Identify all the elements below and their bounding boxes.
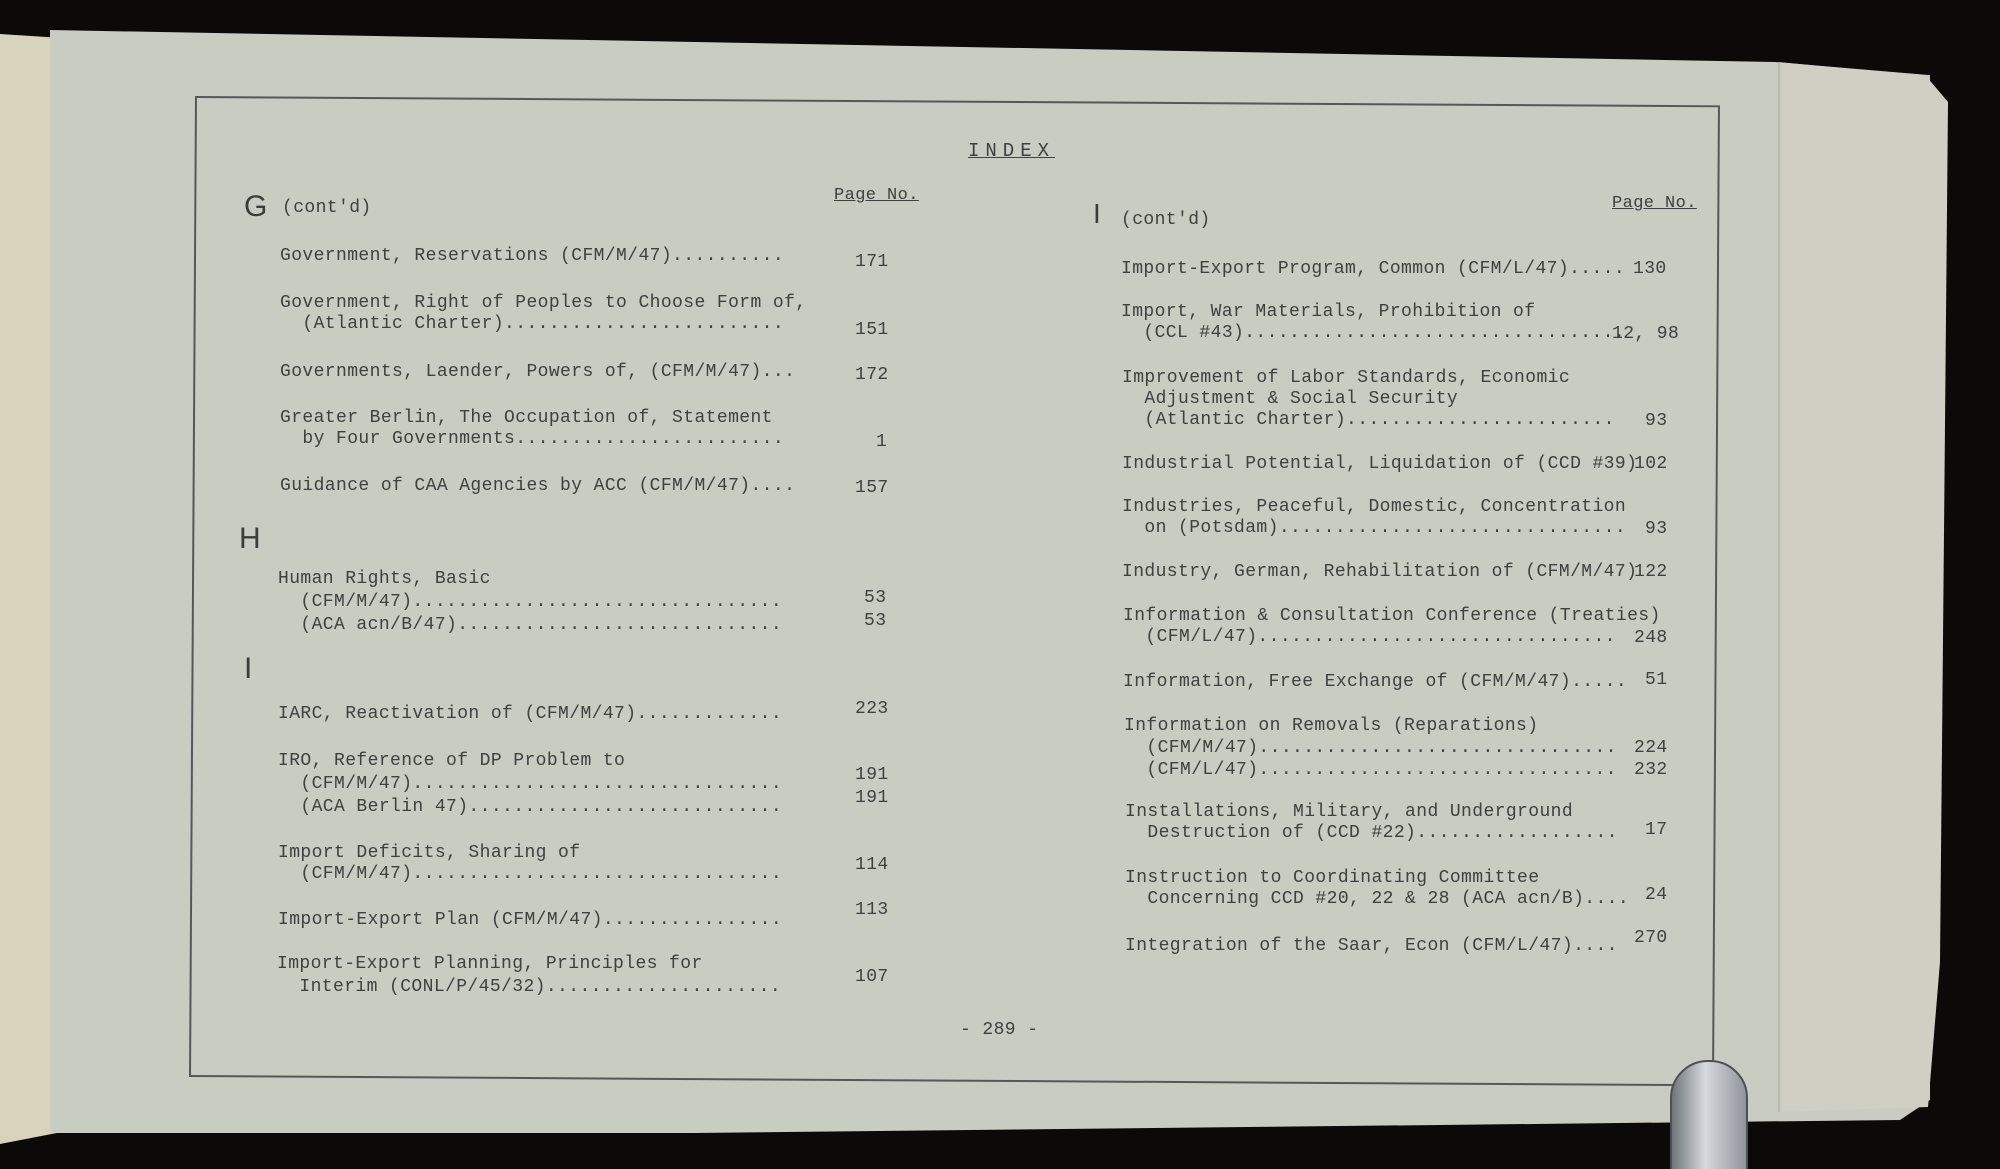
entry-text: IARC, Reactivation of (CFM/M/47)............. — [278, 704, 783, 724]
entry-page: 12, 98 — [1612, 324, 1680, 344]
entry-text: Import Deficits, Sharing of (CFM/M/47)................................. — [278, 843, 783, 884]
entry-text: Instruction to Coordinating Committee Concerning CCD #20, 22 & 28 (ACA acn/B).... — [1125, 868, 1630, 909]
entry-page: 172 — [855, 365, 889, 385]
entry-page: 107 — [855, 967, 889, 987]
entry-page: 93 — [1645, 411, 1668, 431]
entry-page: 24 — [1645, 885, 1668, 905]
entry-page: 102 — [1634, 454, 1668, 474]
entry-page: 17 — [1645, 820, 1668, 840]
section-g-contd: (cont'd) — [282, 198, 372, 218]
page-no-header-right: Page No. — [1612, 194, 1697, 213]
entry-text: Information on Removals (Reparations) (CFM/M/47)................................ (CFM/L/47)................................ — [1124, 716, 1617, 780]
entry-page: 93 — [1645, 519, 1668, 539]
page-clip — [1670, 1060, 1748, 1169]
entry-page: 53 53 — [864, 588, 887, 631]
page-flap — [1778, 62, 1955, 1112]
entry-text: Installations, Military, and Underground Destruction of (CCD #22).................. — [1125, 802, 1618, 843]
entry-page: 191 191 — [855, 765, 889, 808]
entry-page: 1 — [876, 432, 888, 452]
entry-text: Government, Right of Peoples to Choose Form of, (Atlantic Charter)......................... — [280, 293, 807, 334]
entry-page: 114 — [855, 855, 889, 875]
entry-page: 248 — [1634, 628, 1668, 648]
entry-text: Improvement of Labor Standards, Economic Adjustment & Social Security (Atlantic Charter)........................ — [1122, 368, 1615, 430]
entry-text: Import-Export Program, Common (CFM/L/47)..... — [1121, 259, 1626, 279]
section-letter-i: I — [244, 652, 253, 685]
section-letter-h: H — [239, 522, 261, 555]
entry-text: Industry, German, Rehabilitation of (CFM/M/47) — [1122, 562, 1638, 582]
entry-text: Industrial Potential, Liquidation of (CCD #39) — [1122, 454, 1638, 474]
entry-text: Import-Export Plan (CFM/M/47)................ — [278, 910, 783, 930]
entry-text: Greater Berlin, The Occupation of, Statement by Four Governments........................ — [280, 408, 785, 449]
entry-text: Human Rights, Basic (CFM/M/47)................................. (ACA acn/B/47)............................. — [278, 569, 783, 635]
index-title: INDEX — [968, 140, 1056, 162]
section-letter-i-right: I — [1093, 198, 1101, 229]
entry-text: Information & Consultation Conference (Treaties) (CFM/L/47)................................ — [1123, 606, 1661, 647]
entry-page: 223 — [855, 699, 889, 719]
entry-text: Industries, Peaceful, Domestic, Concentration on (Potsdam)............................... — [1122, 497, 1627, 538]
entry-page: 113 — [855, 900, 889, 920]
entry-page: 151 — [855, 320, 889, 340]
entry-text: Import-Export Planning, Principles for Interim (CONL/P/45/32)..................... — [277, 954, 782, 997]
entry-page: 224 232 — [1634, 738, 1668, 780]
entry-text: Government, Reservations (CFM/M/47).......... — [280, 246, 785, 266]
entry-page: 130 — [1633, 259, 1667, 279]
section-letter-g: G — [244, 190, 268, 223]
page-number: - 289 - — [960, 1020, 1039, 1040]
entry-text: Import, War Materials, Prohibition of (CCL #43).................................. — [1121, 302, 1626, 343]
entry-text: Information, Free Exchange of (CFM/M/47)..... — [1123, 672, 1628, 692]
entry-page: 270 — [1634, 928, 1668, 948]
entry-text: Integration of the Saar, Econ (CFM/L/47).... — [1125, 936, 1618, 956]
entry-page: 171 — [855, 252, 889, 272]
entry-text: Governments, Laender, Powers of, (CFM/M/47)... — [280, 362, 796, 382]
entry-page: 157 — [855, 478, 889, 498]
page-no-header-left: Page No. — [834, 186, 919, 205]
section-i-contd: (cont'd) — [1121, 210, 1211, 230]
entry-page: 51 — [1645, 670, 1668, 690]
entry-text: IRO, Reference of DP Problem to (CFM/M/47)................................. (ACA Berlin 47)............................ — [278, 751, 783, 817]
entry-page: 122 — [1634, 562, 1668, 582]
entry-text: Guidance of CAA Agencies by ACC (CFM/M/47).... — [280, 476, 796, 496]
